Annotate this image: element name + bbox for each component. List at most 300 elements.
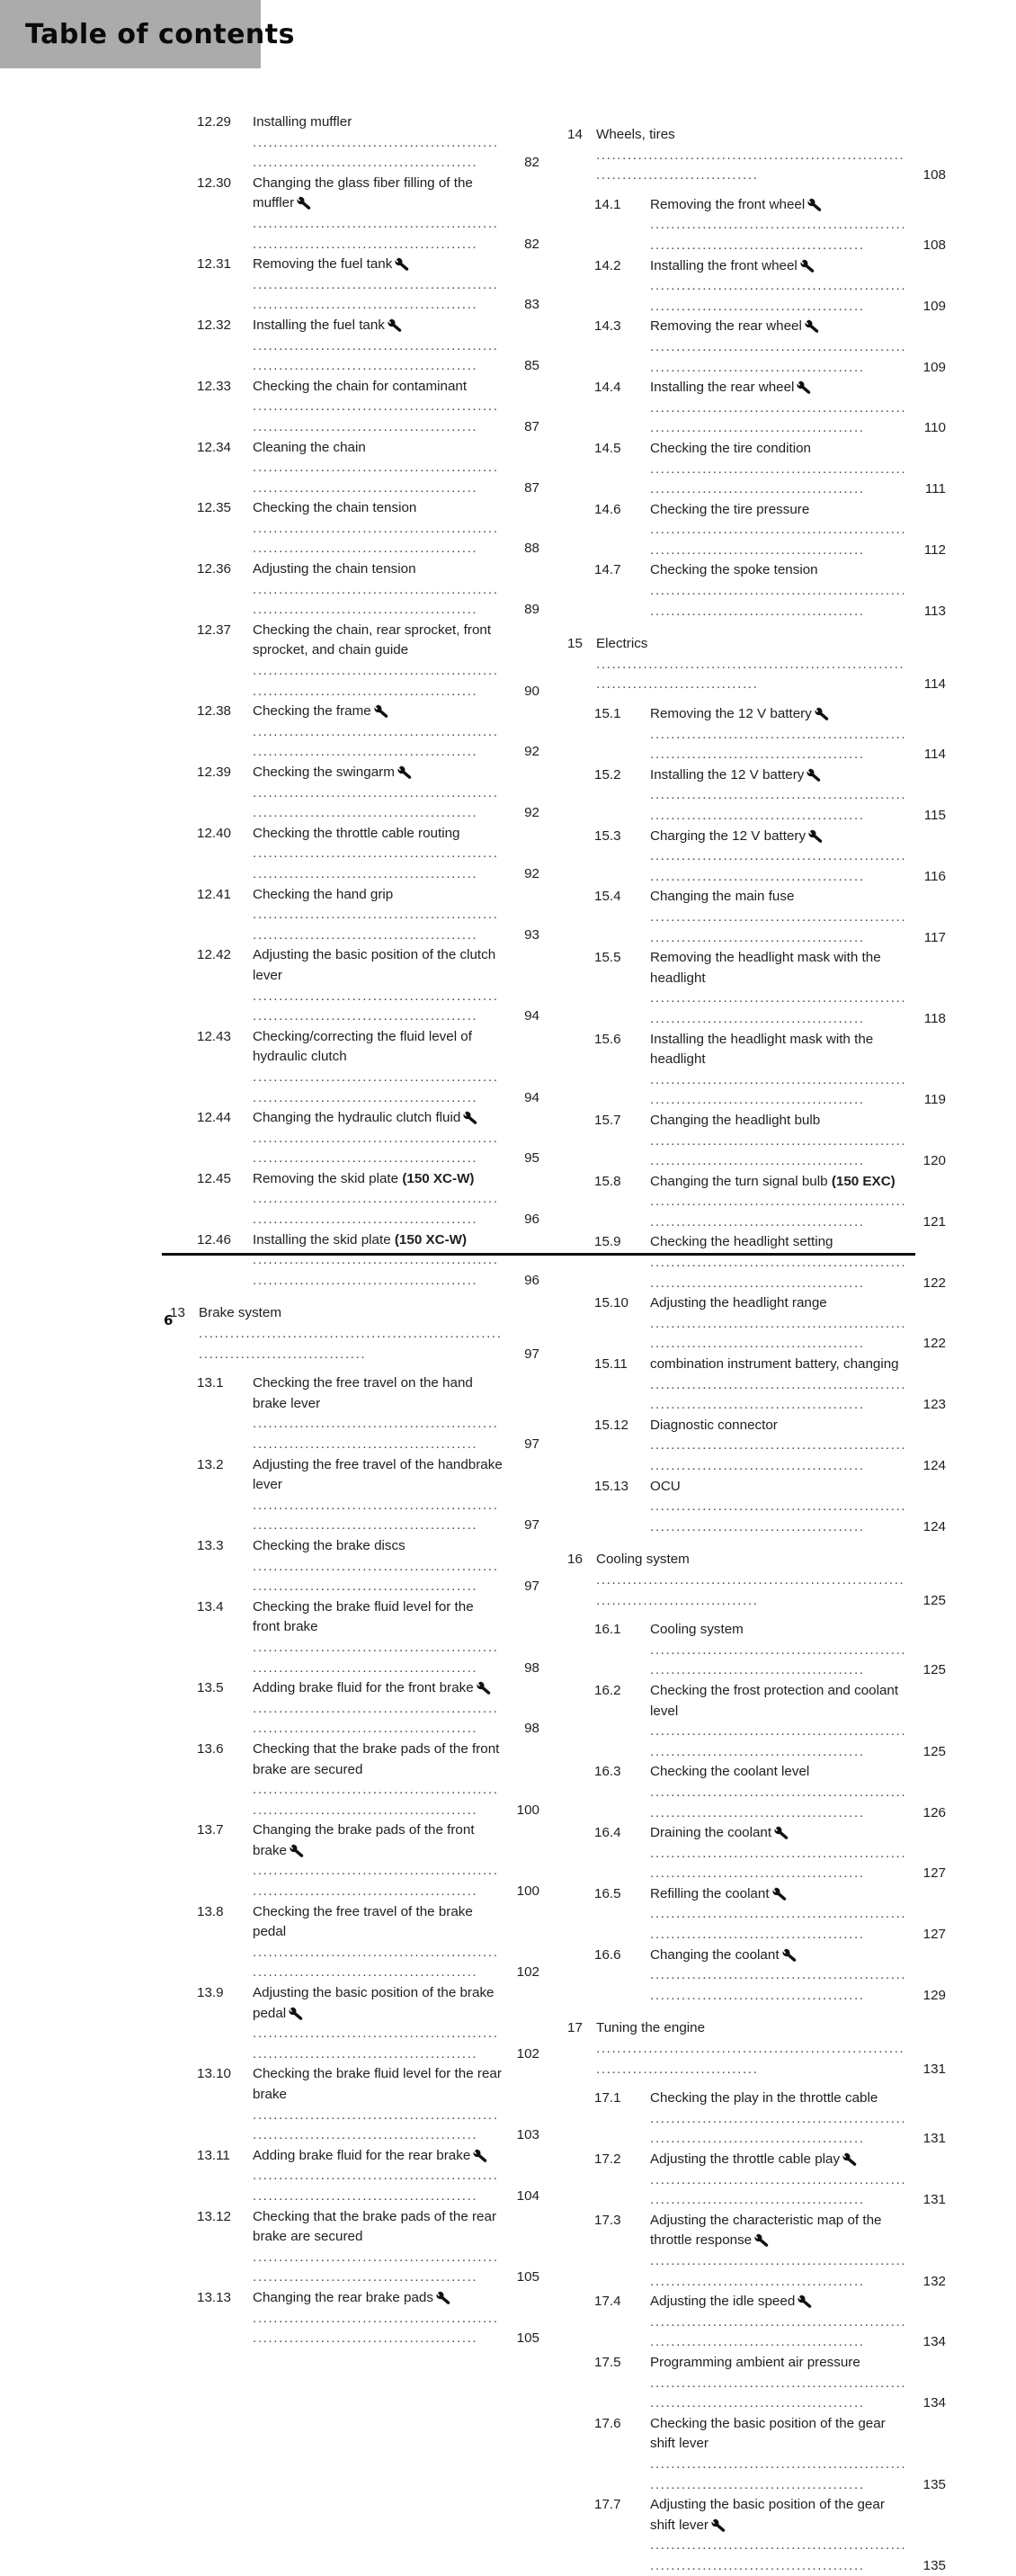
toc-entry-page-number: 127 bbox=[922, 1927, 946, 1943]
toc-entry-number: 17.3 bbox=[594, 2212, 621, 2228]
toc-leader-dots: .......................................................................................... bbox=[253, 1700, 499, 1737]
toc-entry-title: Refilling the coolant bbox=[650, 1885, 770, 1901]
toc-entry-page-number: 118 bbox=[923, 1010, 946, 1026]
toc-entry-body bbox=[650, 1111, 946, 1172]
toc-entry-body bbox=[596, 1550, 946, 1611]
toc-entry-14-5[interactable] bbox=[559, 439, 946, 500]
toc-entry-page-number: 102 bbox=[516, 2045, 539, 2062]
toc-entry-number: 14.3 bbox=[594, 318, 621, 335]
wrench-icon bbox=[297, 196, 312, 210]
toc-leader-dots: .......................................................................................... bbox=[650, 1376, 907, 1413]
toc-entry-12-33[interactable] bbox=[162, 377, 539, 438]
toc-entry-page-number: 109 bbox=[922, 359, 946, 375]
toc-entry-number: 13.4 bbox=[197, 1598, 224, 1614]
toc-leader-dots: .......................................................................................... bbox=[253, 460, 499, 496]
toc-entry-page-number: 114 bbox=[923, 676, 946, 693]
toc-entry-page-number: 105 bbox=[516, 2330, 539, 2347]
toc-entry-page-number: 110 bbox=[923, 420, 946, 436]
toc-entry-number: 16.2 bbox=[594, 1682, 621, 1698]
toc-entry-13-11[interactable] bbox=[162, 2146, 539, 2207]
toc-entry-title: Removing the skid plate bbox=[253, 1170, 403, 1186]
toc-leader-dots: .......................................................................................... bbox=[253, 2168, 499, 2204]
toc-entry-title: Checking the frame bbox=[253, 703, 371, 720]
toc-leader-dots: .......................................................................................... bbox=[650, 726, 907, 763]
toc-entry-12-44[interactable] bbox=[162, 1108, 539, 1169]
toc-entry-12-41[interactable] bbox=[162, 885, 539, 946]
toc-entry-15-12[interactable] bbox=[559, 1416, 946, 1477]
toc-entry-page-number: 96 bbox=[524, 1272, 539, 1288]
toc-leader-dots: .......................................................................................... bbox=[650, 338, 907, 375]
toc-leader-dots: .......................................................................................... bbox=[650, 2313, 907, 2350]
toc-entry-page-number: 125 bbox=[922, 1743, 946, 1759]
toc-entry-page-number: 127 bbox=[922, 1865, 946, 1882]
toc-entry-page-number: 113 bbox=[923, 603, 946, 619]
toc-entry-number: 15.8 bbox=[594, 1173, 621, 1189]
toc-entry-12-34[interactable] bbox=[162, 438, 539, 499]
toc-entry-page-number: 89 bbox=[524, 602, 539, 618]
toc-entry-title: Diagnostic connector bbox=[650, 1417, 778, 1433]
toc-entry-13-1[interactable] bbox=[162, 1373, 539, 1454]
toc-leader-dots: .......................................................................................... bbox=[253, 663, 499, 699]
toc-leader-dots: .......................................................................................... bbox=[650, 1784, 907, 1820]
toc-entry-12-35[interactable] bbox=[162, 498, 539, 559]
toc-column-left bbox=[162, 112, 539, 2576]
toc-leader-dots: .......................................................................................... bbox=[650, 278, 907, 314]
toc-entry-13-3[interactable] bbox=[162, 1536, 539, 1597]
toc-leader-dots: .......................................................................................... bbox=[650, 1132, 907, 1169]
toc-entry-page-number: 108 bbox=[922, 237, 946, 253]
toc-entry-body bbox=[650, 2089, 946, 2150]
toc-entry-title: Changing the rear brake pads bbox=[253, 2289, 433, 2305]
toc-entry-page-number: 94 bbox=[524, 1008, 539, 1024]
toc-entry-body bbox=[253, 1597, 539, 1678]
toc-entry-15-9[interactable] bbox=[559, 1232, 946, 1293]
toc-leader-dots: .......................................................................................... bbox=[650, 217, 907, 253]
toc-entry-17[interactable] bbox=[559, 2018, 946, 2080]
toc-entry-title: Installing the skid plate bbox=[253, 1231, 395, 1248]
toc-entry-page-number: 124 bbox=[922, 1458, 946, 1473]
toc-leader-dots: .......................................................................................... bbox=[650, 2375, 907, 2411]
toc-entry-page-number: 135 bbox=[922, 2557, 946, 2573]
toc-entry-13-8[interactable] bbox=[162, 1902, 539, 1983]
toc-entry-body bbox=[596, 125, 946, 186]
toc-leader-dots: .......................................................................................... bbox=[253, 2310, 499, 2347]
toc-entry-title: Checking the chain, rear sprocket, front sprocket, and chain guide bbox=[253, 622, 492, 658]
toc-entry-title: Cleaning the chain bbox=[253, 439, 366, 455]
toc-entry-number: 12.29 bbox=[197, 114, 232, 130]
toc-entry-number: 12.43 bbox=[197, 1028, 232, 1044]
toc-entry-body bbox=[650, 1823, 946, 1884]
toc-entry-number: 12.30 bbox=[197, 174, 232, 191]
toc-entry-16[interactable] bbox=[559, 1550, 946, 1611]
toc-leader-dots: .......................................................................................... bbox=[253, 845, 499, 881]
toc-entry-title-variant: (150 EXC) bbox=[831, 1173, 896, 1189]
toc-entry-title: Charging the 12 V battery bbox=[650, 827, 807, 844]
wrench-icon bbox=[473, 2149, 488, 2162]
toc-leader-dots: .......................................................................................... bbox=[253, 215, 499, 252]
toc-entry-15-6[interactable] bbox=[559, 1030, 946, 1111]
toc-entry-number: 12.44 bbox=[197, 1110, 232, 1126]
toc-entry-14-7[interactable] bbox=[559, 560, 946, 622]
toc-entry-body bbox=[253, 2146, 539, 2207]
toc-entry-body bbox=[650, 1884, 946, 1945]
toc-entry-title: Checking the basic position of the gear shift lever bbox=[650, 2415, 886, 2452]
toc-columns bbox=[0, 112, 1016, 2576]
toc-leader-dots: .......................................................................................... bbox=[253, 988, 499, 1024]
toc-leader-dots: .......................................................................................... bbox=[199, 1326, 503, 1362]
toc-entry-14-2[interactable] bbox=[559, 256, 946, 318]
toc-entry-number: 15.5 bbox=[594, 950, 621, 966]
toc-entry-number: 15.7 bbox=[594, 1112, 621, 1128]
toc-entry-title: Adjusting the free travel of the handbrake lever bbox=[253, 1456, 503, 1493]
toc-entry-number: 12.42 bbox=[197, 947, 232, 963]
page-header-bar bbox=[0, 0, 295, 68]
wrench-icon bbox=[805, 319, 820, 333]
toc-entry-page-number: 126 bbox=[922, 1804, 946, 1820]
toc-entry-page-number: 108 bbox=[922, 167, 946, 183]
toc-entry-page-number: 125 bbox=[922, 1592, 946, 1608]
toc-entry-12-36[interactable] bbox=[162, 559, 539, 621]
toc-entry-number: 13 bbox=[170, 1305, 185, 1321]
toc-entry-page-number: 83 bbox=[524, 297, 539, 313]
toc-entry-body bbox=[650, 2150, 946, 2211]
wrench-icon bbox=[807, 768, 822, 782]
toc-entry-13-7[interactable] bbox=[162, 1820, 539, 1901]
toc-entry-title: Adjusting the idle speed bbox=[650, 2294, 796, 2310]
toc-entry-title: Checking the spoke tension bbox=[650, 562, 818, 578]
toc-entry-number: 12.32 bbox=[197, 317, 232, 333]
toc-entry-number: 17.4 bbox=[594, 2294, 621, 2310]
toc-entry-number: 16.5 bbox=[594, 1885, 621, 1901]
toc-entry-number: 12.41 bbox=[197, 886, 232, 902]
toc-leader-dots: .......................................................................................... bbox=[253, 2106, 499, 2143]
toc-entry-body bbox=[253, 1820, 539, 1901]
toc-leader-dots: .......................................................................................... bbox=[253, 1130, 499, 1167]
toc-entry-number: 12.40 bbox=[197, 825, 232, 841]
toc-entry-17-2[interactable] bbox=[559, 2150, 946, 2211]
toc-leader-dots: .......................................................................................... bbox=[253, 907, 499, 943]
toc-entry-12-37[interactable] bbox=[162, 621, 539, 702]
toc-leader-dots: .......................................................................................... bbox=[650, 522, 907, 558]
toc-entry-body bbox=[650, 195, 946, 256]
toc-entry-body bbox=[650, 500, 946, 561]
toc-entry-15-7[interactable] bbox=[559, 1111, 946, 1172]
toc-entry-15-13[interactable] bbox=[559, 1477, 946, 1538]
toc-entry-title: Checking/correcting the fluid level of hydraulic clutch bbox=[253, 1028, 472, 1065]
toc-entry-page-number: 109 bbox=[922, 298, 946, 314]
toc-entry-13-12[interactable] bbox=[162, 2207, 539, 2288]
wrench-icon bbox=[290, 1844, 305, 1857]
toc-entry-page-number: 134 bbox=[922, 2334, 946, 2350]
toc-leader-dots: .......................................................................................... bbox=[650, 1723, 907, 1759]
toc-entry-number: 12.33 bbox=[197, 378, 232, 394]
toc-entry-page-number: 134 bbox=[922, 2395, 946, 2411]
toc-entry-13-13[interactable] bbox=[162, 2288, 539, 2349]
toc-entry-body bbox=[253, 255, 539, 316]
toc-entry-body bbox=[650, 317, 946, 378]
toc-leader-dots: .......................................................................................... bbox=[650, 1194, 907, 1230]
toc-entry-page-number: 131 bbox=[922, 2192, 946, 2208]
toc-leader-dots: .......................................................................................... bbox=[253, 337, 499, 374]
toc-leader-dots: .......................................................................................... bbox=[650, 2252, 907, 2289]
toc-entry-number: 17.2 bbox=[594, 2151, 621, 2167]
toc-entry-body bbox=[253, 1678, 539, 1740]
toc-entry-body bbox=[253, 1027, 539, 1108]
toc-entry-12-32[interactable] bbox=[162, 316, 539, 377]
toc-entry-title: Adjusting the basic position of the clutch lever bbox=[253, 947, 496, 983]
toc-entry-number: 13.10 bbox=[197, 2066, 232, 2082]
toc-entry-title: Adjusting the characteristic map of the throttle response bbox=[650, 2212, 882, 2249]
toc-entry-13-10[interactable] bbox=[162, 2064, 539, 2145]
toc-entry-12-42[interactable] bbox=[162, 945, 539, 1026]
toc-entry-page-number: 90 bbox=[524, 683, 539, 699]
toc-entry-number: 13.5 bbox=[197, 1680, 224, 1696]
toc-entry-page-number: 98 bbox=[524, 1721, 539, 1737]
toc-entry-page-number: 97 bbox=[524, 1346, 539, 1362]
toc-leader-dots: .......................................................................................... bbox=[650, 461, 907, 497]
page-title: Table of contents bbox=[25, 18, 295, 50]
toc-entry-title: Adjusting the basic position of the gear shift lever bbox=[650, 2497, 885, 2533]
toc-entry-number: 15.9 bbox=[594, 1234, 621, 1250]
toc-leader-dots: .......................................................................................... bbox=[253, 2026, 499, 2062]
toc-entry-page-number: 121 bbox=[922, 1213, 946, 1230]
toc-entry-number: 16 bbox=[567, 1552, 583, 1568]
toc-entry-body bbox=[253, 112, 539, 174]
toc-entry-number: 16.6 bbox=[594, 1946, 621, 1963]
toc-entry-number: 14.4 bbox=[594, 380, 621, 396]
toc-entry-13[interactable] bbox=[162, 1303, 539, 1364]
toc-entry-15-4[interactable] bbox=[559, 887, 946, 948]
toc-entry-title: Checking the brake discs bbox=[253, 1537, 406, 1553]
toc-entry-14[interactable] bbox=[559, 125, 946, 186]
toc-entry-page-number: 100 bbox=[516, 1802, 539, 1818]
toc-entry-title: Checking that the brake pads of the front brake are secured bbox=[253, 1740, 500, 1777]
toc-entry-body bbox=[596, 2018, 946, 2080]
toc-entry-body bbox=[650, 2414, 946, 2495]
toc-entry-title: OCU bbox=[650, 1478, 681, 1494]
toc-entry-title-variant: (150 XC-W) bbox=[394, 1231, 468, 1248]
toc-entry-page-number: 122 bbox=[922, 1336, 946, 1352]
toc-entry-12-39[interactable] bbox=[162, 763, 539, 824]
toc-entry-title: Checking the tire pressure bbox=[650, 501, 810, 517]
toc-entry-12-46[interactable] bbox=[162, 1230, 539, 1292]
toc-entry-13-4[interactable] bbox=[162, 1597, 539, 1678]
toc-entry-number: 17.5 bbox=[594, 2354, 621, 2370]
toc-leader-dots: .......................................................................................... bbox=[253, 2249, 499, 2285]
toc-entry-title: Changing the turn signal bulb bbox=[650, 1173, 832, 1189]
toc-entry-13-9[interactable] bbox=[162, 1983, 539, 2064]
toc-entry-title: Programming ambient air pressure bbox=[650, 2354, 860, 2370]
toc-entry-17-7[interactable] bbox=[559, 2495, 946, 2576]
toc-entry-12-40[interactable] bbox=[162, 824, 539, 885]
toc-entry-number: 15.3 bbox=[594, 827, 621, 844]
toc-entry-12-38[interactable] bbox=[162, 702, 539, 763]
toc-entry-12-43[interactable] bbox=[162, 1027, 539, 1108]
toc-entry-page-number: 123 bbox=[922, 1397, 946, 1413]
toc-entry-body bbox=[650, 560, 946, 622]
toc-entry-number: 13.8 bbox=[197, 1903, 224, 1919]
toc-entry-title: Installing muffler bbox=[253, 114, 352, 130]
toc-leader-dots: .......................................................................................... bbox=[596, 147, 905, 183]
toc-entry-body bbox=[650, 765, 946, 827]
toc-entry-body bbox=[253, 559, 539, 621]
toc-entry-17-3[interactable] bbox=[559, 2211, 946, 2292]
toc-entry-17-1[interactable] bbox=[559, 2089, 946, 2150]
toc-entry-body bbox=[650, 2495, 946, 2576]
toc-entry-title: Wheels, tires bbox=[596, 127, 675, 142]
toc-entry-body bbox=[253, 621, 539, 702]
toc-entry-page-number: 85 bbox=[524, 358, 539, 374]
wrench-icon bbox=[800, 259, 815, 273]
toc-leader-dots: .......................................................................................... bbox=[253, 1069, 499, 1105]
toc-leader-dots: .......................................................................................... bbox=[253, 1558, 499, 1595]
toc-entry-page-number: 104 bbox=[516, 2187, 539, 2204]
toc-entry-13-5[interactable] bbox=[162, 1678, 539, 1740]
toc-entry-page-number: 97 bbox=[524, 1579, 539, 1595]
page-number: 6 bbox=[164, 1312, 174, 1328]
toc-entry-title: Adding brake fluid for the front brake bbox=[253, 1680, 474, 1696]
toc-entry-16-1[interactable] bbox=[559, 1620, 946, 1681]
toc-entry-page-number: 92 bbox=[524, 865, 539, 881]
toc-entry-page-number: 124 bbox=[922, 1518, 946, 1534]
toc-entry-number: 15.1 bbox=[594, 706, 621, 722]
toc-entry-17-6[interactable] bbox=[559, 2414, 946, 2495]
toc-entry-15-5[interactable] bbox=[559, 948, 946, 1029]
toc-entry-page-number: 129 bbox=[922, 1987, 946, 2003]
toc-entry-17-5[interactable] bbox=[559, 2353, 946, 2414]
toc-entry-12-45[interactable] bbox=[162, 1169, 539, 1230]
toc-entry-number: 13.12 bbox=[197, 2208, 232, 2224]
wrench-icon bbox=[797, 380, 812, 394]
toc-entry-title: Draining the coolant bbox=[650, 1825, 772, 1841]
toc-entry-number: 12.31 bbox=[197, 256, 232, 273]
toc-entry-body bbox=[253, 1983, 539, 2064]
toc-entry-title: Checking the free travel of the brake pedal bbox=[253, 1903, 473, 1940]
toc-entry-body bbox=[650, 1945, 946, 2007]
toc-entry-body bbox=[253, 1108, 539, 1169]
toc-entry-12-30[interactable] bbox=[162, 174, 539, 255]
wrench-icon bbox=[289, 2007, 304, 2020]
toc-entry-number: 14.5 bbox=[594, 440, 621, 456]
toc-leader-dots: .......................................................................................... bbox=[253, 134, 499, 171]
toc-entry-14-3[interactable] bbox=[559, 317, 946, 378]
toc-entry-page-number: 87 bbox=[524, 479, 539, 496]
toc-entry-body bbox=[253, 2207, 539, 2288]
toc-entry-title: Checking the free travel on the hand brake lever bbox=[253, 1375, 473, 1411]
toc-entry-15-10[interactable] bbox=[559, 1293, 946, 1355]
footer-divider bbox=[162, 1253, 915, 1256]
toc-entry-16-6[interactable] bbox=[559, 1945, 946, 2007]
toc-entry-title: Adjusting the basic position of the brake pedal bbox=[253, 1985, 495, 2021]
toc-entry-15-2[interactable] bbox=[559, 765, 946, 827]
toc-leader-dots: .......................................................................................... bbox=[650, 1315, 907, 1352]
toc-entry-number: 15.13 bbox=[594, 1478, 629, 1494]
toc-entry-number: 13.2 bbox=[197, 1456, 224, 1472]
toc-entry-number: 14.6 bbox=[594, 501, 621, 517]
toc-entry-15[interactable] bbox=[559, 634, 946, 695]
toc-entry-15-8[interactable] bbox=[559, 1172, 946, 1233]
toc-entry-14-1[interactable] bbox=[559, 195, 946, 256]
toc-entry-13-2[interactable] bbox=[162, 1455, 539, 1536]
toc-leader-dots: .......................................................................................... bbox=[596, 1571, 905, 1608]
toc-entry-body bbox=[650, 1030, 946, 1111]
toc-entry-body bbox=[650, 378, 946, 439]
toc-entry-15-3[interactable] bbox=[559, 827, 946, 888]
toc-leader-dots: .......................................................................................... bbox=[253, 1252, 499, 1288]
toc-entry-body bbox=[650, 2353, 946, 2414]
toc-entry-body bbox=[253, 377, 539, 438]
toc-entry-body bbox=[650, 1232, 946, 1293]
wrench-icon bbox=[782, 1948, 798, 1962]
toc-entry-body bbox=[650, 1355, 946, 1416]
toc-entry-body bbox=[650, 2211, 946, 2292]
wrench-icon bbox=[477, 1681, 492, 1695]
toc-entry-page-number: 97 bbox=[524, 1517, 539, 1534]
toc-entry-title: Installing the 12 V battery bbox=[650, 766, 805, 783]
toc-entry-17-4[interactable] bbox=[559, 2292, 946, 2353]
toc-entry-number: 14.2 bbox=[594, 257, 621, 273]
toc-entry-15-1[interactable] bbox=[559, 704, 946, 765]
toc-entry-12-29[interactable] bbox=[162, 112, 539, 174]
toc-entry-page-number: 120 bbox=[922, 1153, 946, 1169]
toc-entry-number: 16.1 bbox=[594, 1622, 621, 1638]
toc-entry-page-number: 103 bbox=[516, 2127, 539, 2143]
toc-entry-body bbox=[253, 1455, 539, 1536]
toc-entry-16-2[interactable] bbox=[559, 1681, 946, 1762]
toc-entry-13-6[interactable] bbox=[162, 1740, 539, 1820]
toc-leader-dots: .......................................................................................... bbox=[253, 784, 499, 821]
toc-entry-number: 14.7 bbox=[594, 562, 621, 578]
toc-entry-title: Installing the rear wheel bbox=[650, 380, 795, 396]
toc-entry-number: 16.3 bbox=[594, 1764, 621, 1780]
toc-entry-number: 15.4 bbox=[594, 889, 621, 905]
toc-entry-body bbox=[253, 1169, 539, 1230]
wrench-icon bbox=[798, 2294, 813, 2308]
toc-entry-15-11[interactable] bbox=[559, 1355, 946, 1416]
toc-entry-page-number: 88 bbox=[524, 541, 539, 557]
toc-entry-title: Tuning the engine bbox=[596, 2020, 706, 2036]
toc-entry-body bbox=[650, 1172, 946, 1233]
toc-entry-14-6[interactable] bbox=[559, 500, 946, 561]
toc-entry-title: Removing the front wheel bbox=[650, 196, 806, 212]
toc-entry-body bbox=[199, 1303, 539, 1364]
toc-entry-title: Checking the throttle cable routing bbox=[253, 825, 460, 841]
toc-entry-14-4[interactable] bbox=[559, 378, 946, 439]
toc-leader-dots: .......................................................................................... bbox=[650, 1437, 907, 1473]
toc-entry-number: 17 bbox=[567, 2020, 583, 2036]
toc-entry-page-number: 111 bbox=[924, 481, 946, 497]
toc-entry-page-number: 87 bbox=[524, 418, 539, 434]
toc-leader-dots: .......................................................................................... bbox=[650, 1845, 907, 1882]
toc-entry-title: Installing the fuel tank bbox=[253, 317, 385, 333]
toc-entry-body bbox=[650, 439, 946, 500]
toc-entry-number: 13.9 bbox=[197, 1985, 224, 2001]
toc-entry-title: Brake system bbox=[199, 1305, 281, 1321]
toc-entry-16-4[interactable] bbox=[559, 1823, 946, 1884]
toc-entry-12-31[interactable] bbox=[162, 255, 539, 316]
toc-entry-page-number: 93 bbox=[524, 926, 539, 943]
toc-entry-16-3[interactable] bbox=[559, 1762, 946, 1823]
toc-entry-page-number: 92 bbox=[524, 744, 539, 760]
toc-entry-title: Changing the brake pads of the front brake bbox=[253, 1822, 475, 1858]
toc-entry-16-5[interactable] bbox=[559, 1884, 946, 1945]
toc-entry-title: Checking the brake fluid level for the front brake bbox=[253, 1598, 474, 1635]
wrench-icon bbox=[808, 829, 824, 843]
toc-entry-number: 12.35 bbox=[197, 500, 232, 516]
toc-entry-page-number: 112 bbox=[923, 541, 946, 558]
toc-entry-page-number: 114 bbox=[923, 747, 946, 763]
toc-entry-page-number: 105 bbox=[516, 2269, 539, 2285]
